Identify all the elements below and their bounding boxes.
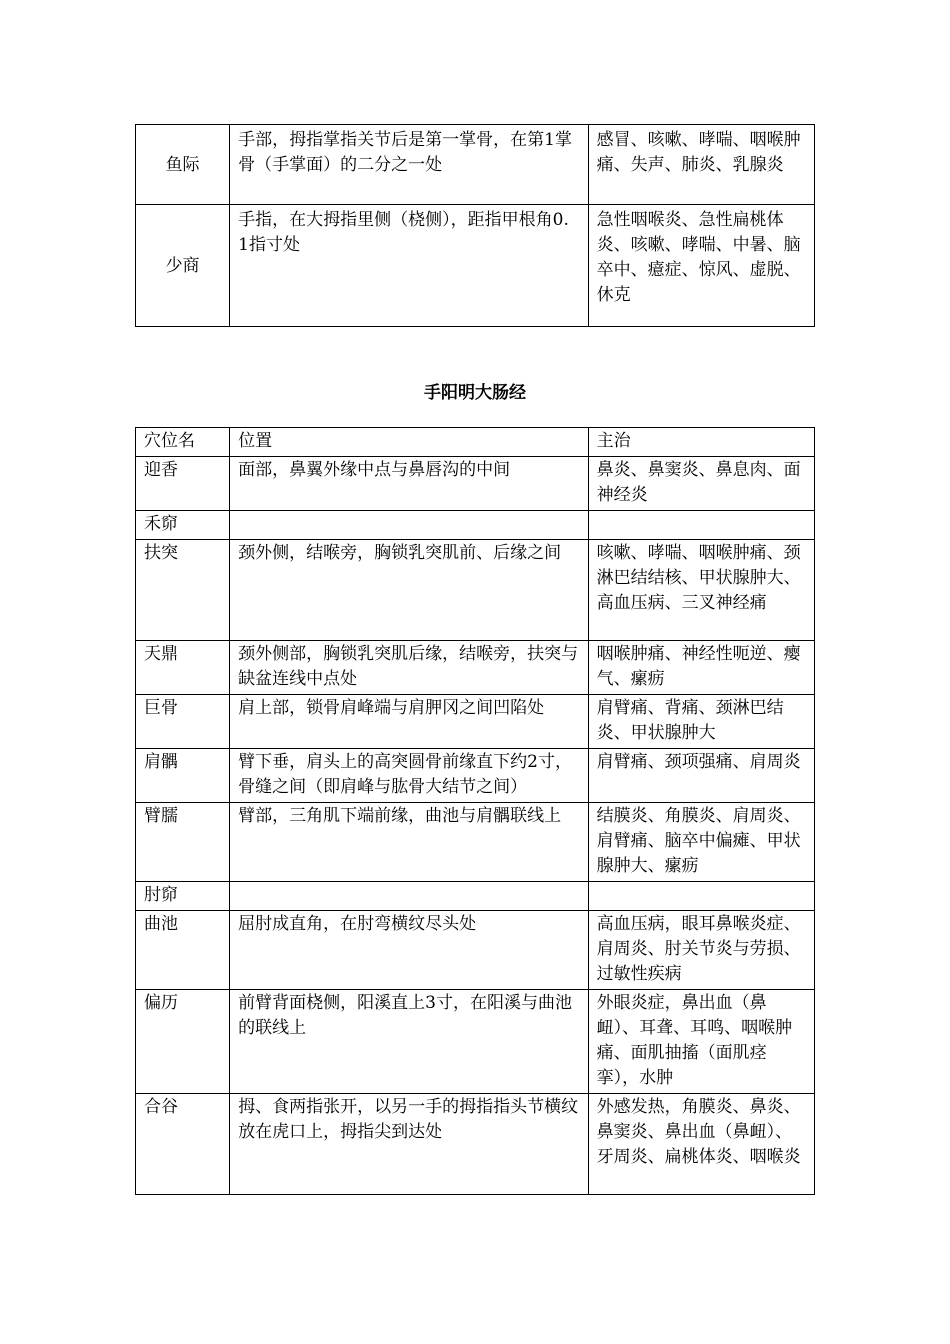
acupoint-name: 禾窌 xyxy=(136,511,230,540)
acupoint-location: 颈外侧，结喉旁，胸锁乳突肌前、后缘之间 xyxy=(230,540,589,641)
table-row xyxy=(136,695,815,749)
acupoint-indication: 高血压病，眼耳鼻喉炎症、肩周炎、肘关节炎与劳损、过敏性疾病 xyxy=(588,911,814,990)
acupoint-location: 臂下垂，肩头上的高突圆骨前缘直下约2寸，骨缝之间（即肩峰与肱骨大结节之间） xyxy=(230,749,589,803)
section-title: 手阳明大肠经 xyxy=(424,383,526,403)
acupoint-indication: 咽喉肿痛、神经性呃逆、瘿气、瘰疬 xyxy=(588,641,814,695)
acupoint-location: 颈外侧部，胸锁乳突肌后缘，结喉旁，扶突与缺盆连线中点处 xyxy=(230,641,589,695)
acupoint-name: 少商 xyxy=(136,205,230,327)
acupoint-indication: 鼻炎、鼻窦炎、鼻息肉、面神经炎 xyxy=(588,457,814,511)
acupoint-indication xyxy=(588,882,814,911)
acupoint-name: 鱼际 xyxy=(136,125,230,205)
acupoint-location: 臂部，三角肌下端前缘，曲池与肩髃联线上 xyxy=(230,803,589,882)
acupoint-indication: 结膜炎、角膜炎、肩周炎、肩臂痛、脑卒中偏瘫、甲状腺肿大、瘰疬 xyxy=(588,803,814,882)
acupoint-indication: 肩臂痛、背痛、颈淋巴结炎、甲状腺肿大 xyxy=(588,695,814,749)
table-row xyxy=(136,540,815,641)
acupoint-location xyxy=(230,882,589,911)
table-header-row xyxy=(136,428,815,457)
acupoint-name: 臂臑 xyxy=(136,803,230,882)
acupoint-name: 合谷 xyxy=(136,1094,230,1195)
acupoint-table xyxy=(135,427,815,1195)
acupoint-indication xyxy=(588,511,814,540)
acupoint-name: 肘窌 xyxy=(136,882,230,911)
acupoint-location: 拇、食两指张开，以另一手的拇指指头节横纹放在虎口上，拇指尖到达处 xyxy=(230,1094,589,1195)
acupoint-name: 肩髃 xyxy=(136,749,230,803)
header-acupoint-name: 穴位名 xyxy=(136,428,230,457)
acupoint-name: 迎香 xyxy=(136,457,230,511)
acupoint-indication: 急性咽喉炎、急性扁桃体炎、咳嗽、哮喘、中暑、脑卒中、癔症、惊风、虚脱、休克 xyxy=(588,205,814,327)
table-row xyxy=(136,125,815,205)
acupoint-location: 面部，鼻翼外缘中点与鼻唇沟的中间 xyxy=(230,457,589,511)
table-row xyxy=(136,990,815,1094)
acupoint-table-continued xyxy=(135,124,815,327)
acupoint-location: 屈肘成直角，在肘弯横纹尽头处 xyxy=(230,911,589,990)
acupoint-name: 偏历 xyxy=(136,990,230,1094)
acupoint-indication: 外感发热，角膜炎、鼻炎、鼻窦炎、鼻出血（鼻衄）、牙周炎、扁桃体炎、咽喉炎 xyxy=(588,1094,814,1195)
table-row xyxy=(136,911,815,990)
table-row xyxy=(136,457,815,511)
acupoint-location: 手部，拇指掌指关节后是第一掌骨，在第1掌骨（手掌面）的二分之一处 xyxy=(230,125,589,205)
acupoint-name: 曲池 xyxy=(136,911,230,990)
acupoint-name: 巨骨 xyxy=(136,695,230,749)
acupoint-location: 前臂背面桡侧，阳溪直上3寸，在阳溪与曲池的联线上 xyxy=(230,990,589,1094)
acupoint-location: 肩上部，锁骨肩峰端与肩胛冈之间凹陷处 xyxy=(230,695,589,749)
header-indication: 主治 xyxy=(588,428,814,457)
acupoint-location: 手指，在大拇指里侧（桡侧），距指甲根角0.1指寸处 xyxy=(230,205,589,327)
header-location: 位置 xyxy=(230,428,589,457)
acupoint-indication: 感冒、咳嗽、哮喘、咽喉肿痛、失声、肺炎、乳腺炎 xyxy=(588,125,814,205)
table-row xyxy=(136,882,815,911)
table-row xyxy=(136,1094,815,1195)
acupoint-indication: 肩臂痛、颈项强痛、肩周炎 xyxy=(588,749,814,803)
acupoint-indication: 外眼炎症，鼻出血（鼻衄）、耳聋、耳鸣、咽喉肿痛、面肌抽搐（面肌痉挛），水肿 xyxy=(588,990,814,1094)
acupoint-name: 扶突 xyxy=(136,540,230,641)
table-row xyxy=(136,205,815,327)
acupoint-name: 天鼎 xyxy=(136,641,230,695)
acupoint-location xyxy=(230,511,589,540)
table-row xyxy=(136,803,815,882)
table-row xyxy=(136,641,815,695)
table-row xyxy=(136,511,815,540)
table-row xyxy=(136,749,815,803)
acupoint-indication: 咳嗽、哮喘、咽喉肿痛、颈淋巴结结核、甲状腺肿大、高血压病、三叉神经痛 xyxy=(588,540,814,641)
